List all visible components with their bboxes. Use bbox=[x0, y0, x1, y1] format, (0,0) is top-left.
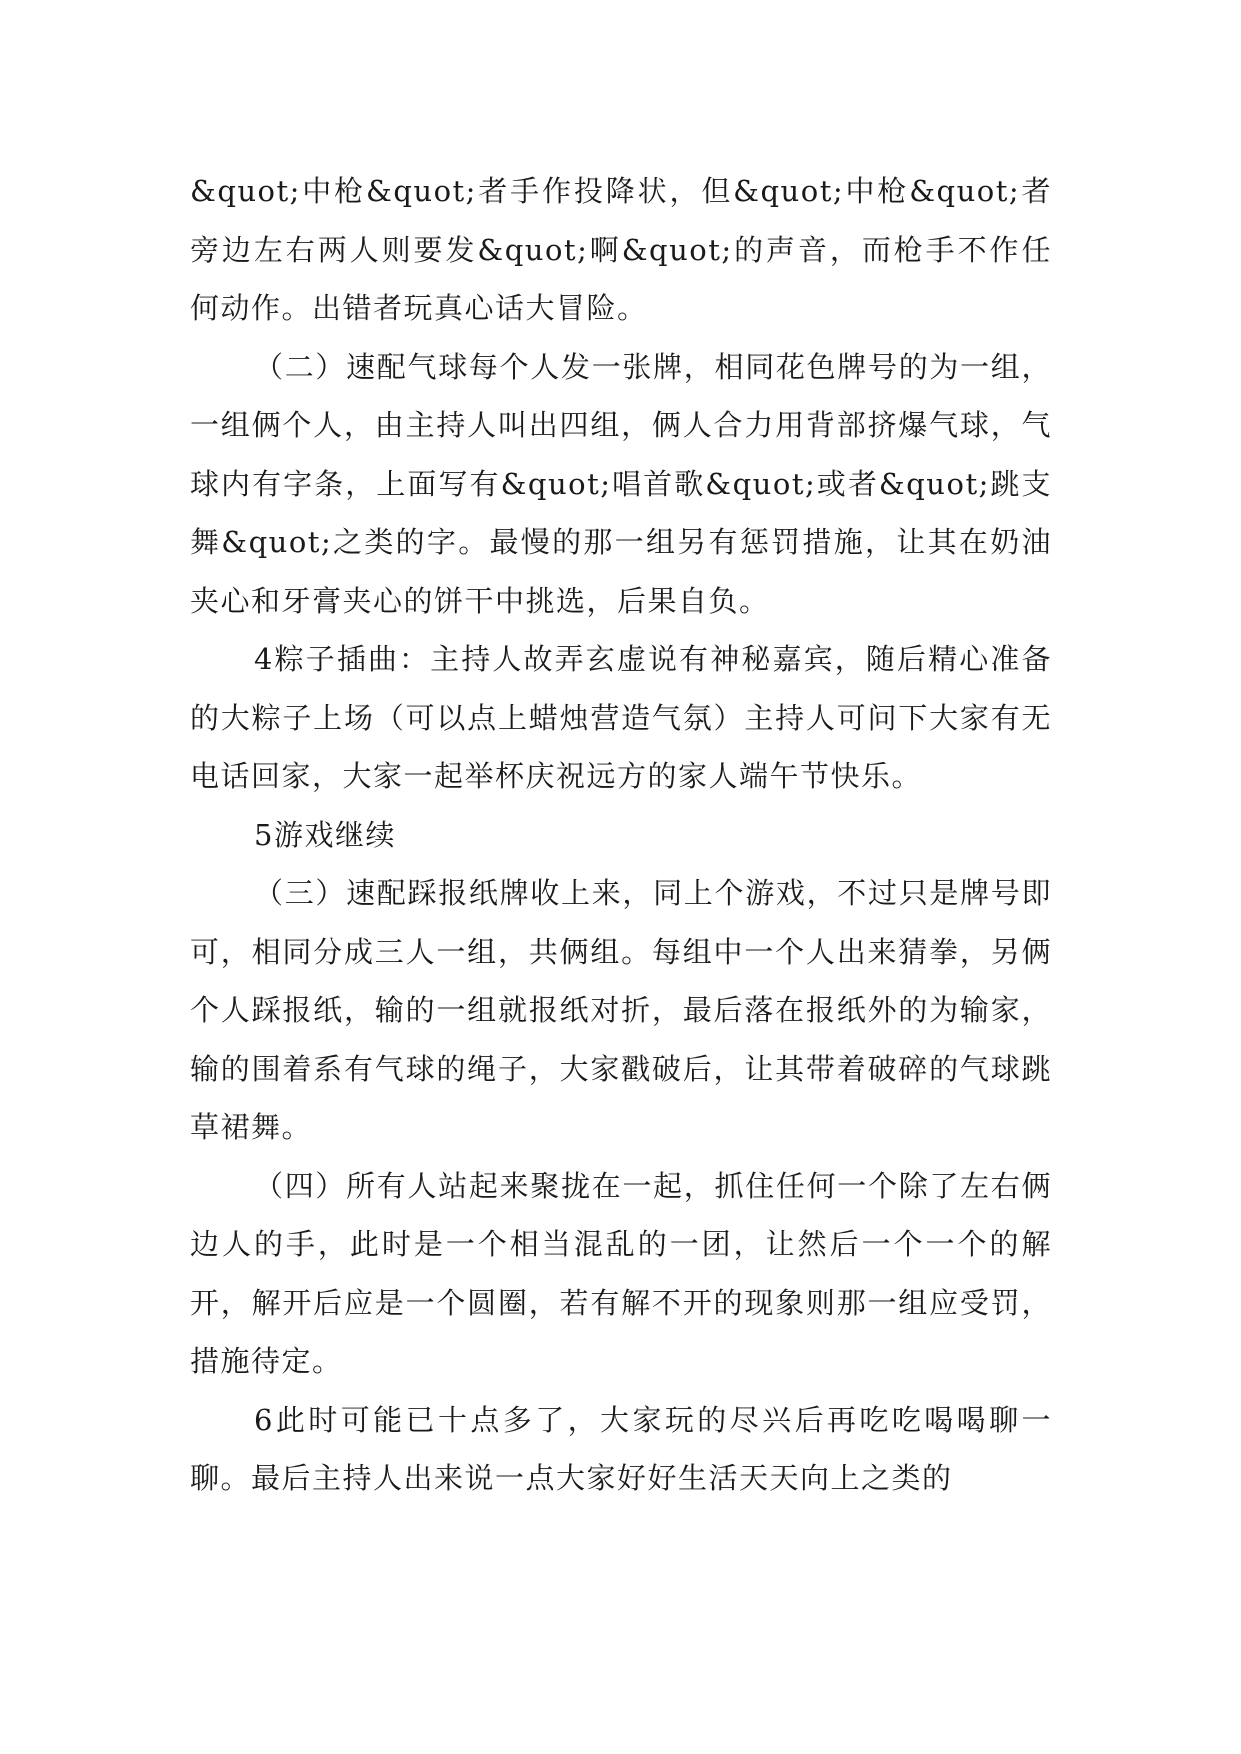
paragraph-7: 6此时可能已十点多了，大家玩的尽兴后再吃吃喝喝聊一聊。最后主持人出来说一点大家好好生活天天向上之类的 bbox=[190, 1402, 1052, 1495]
paragraph-2: （二）速配气球每个人发一张牌，相同花色牌号的为一组，一组俩个人，由主持人叫出四组，俩人合力用背部挤爆气球，气球内有字条，上面写有&quot;唱首歌&quot;或者&quot;跳支舞&quot;之类的字。最慢的那一组另有惩罚措施，让其在奶油夹心和牙膏夹心的饼干中挑选，后果自负。 bbox=[190, 349, 1052, 618]
document-body bbox=[190, 162, 1052, 1508]
paragraph-3: 4粽子插曲：主持人故弄玄虚说有神秘嘉宾，随后精心准备的大粽子上场（可以点上蜡烛营造气氛）主持人可问下大家有无电话回家，大家一起举杯庆祝远方的家人端午节快乐。 bbox=[190, 642, 1052, 793]
paragraph-6: （四）所有人站起来聚拢在一起，抓住任何一个除了左右俩边人的手，此时是一个相当混乱的一团，让然后一个一个的解开，解开后应是一个圆圈，若有解不开的现象则那一组应受罚，措施待定。 bbox=[190, 1168, 1052, 1378]
paragraph-5: （三）速配踩报纸牌收上来，同上个游戏，不过只是牌号即可，相同分成三人一组，共俩组。每组中一个人出来猜拳，另俩个人踩报纸，输的一组就报纸对折，最后落在报纸外的为输家，输的围着系有气球的绳子，大家戳破后，让其带着破碎的气球跳草裙舞。 bbox=[190, 876, 1052, 1144]
paragraph-4: 5游戏继续 bbox=[254, 817, 396, 852]
paragraph-1: &quot;中枪&quot;者手作投降状，但&quot;中枪&quot;者旁边左右两人则要发&quot;啊&quot;的声音，而枪手不作任何动作。出错者玩真心话大冒险。 bbox=[190, 174, 1052, 325]
